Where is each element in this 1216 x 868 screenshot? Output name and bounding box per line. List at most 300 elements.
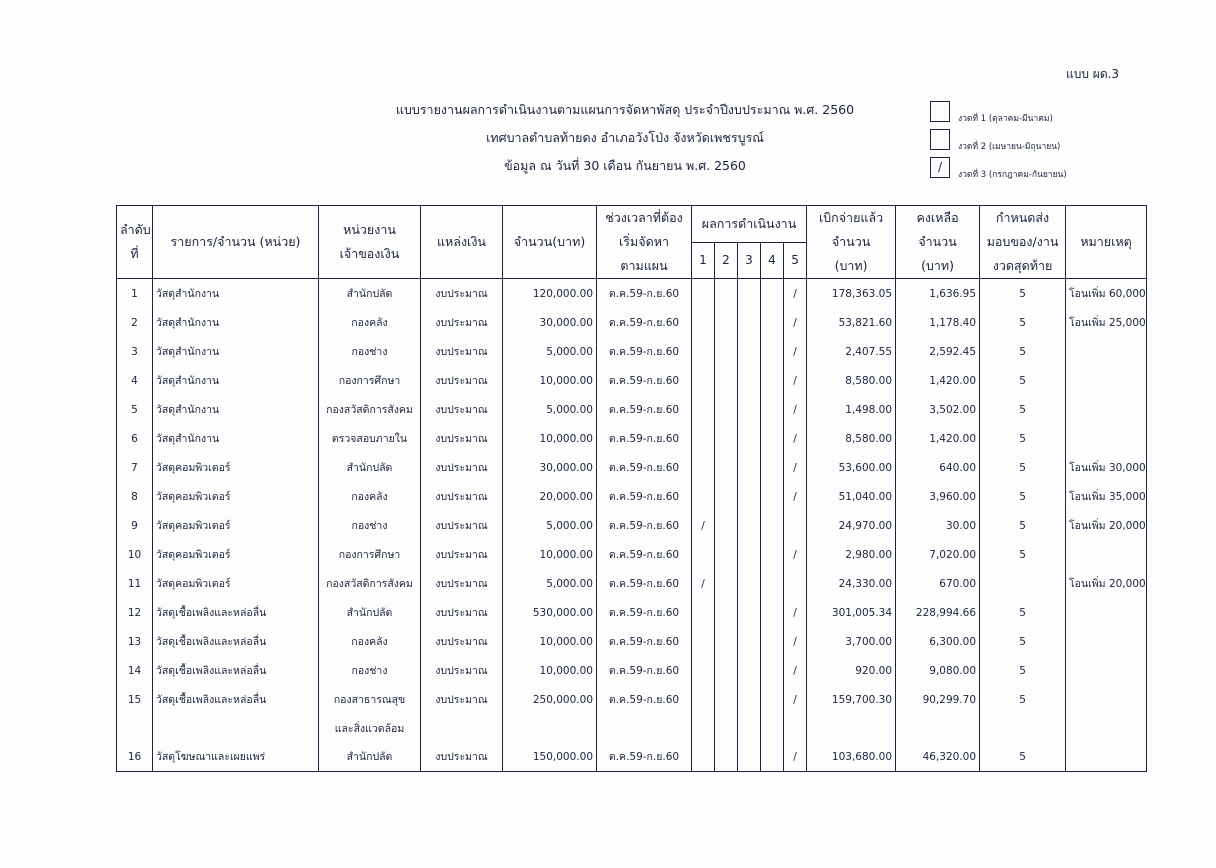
cell-source: งบประมาณ: [421, 540, 503, 569]
cell-source: งบประมาณ: [421, 569, 503, 598]
cell-deadline: 5: [980, 540, 1066, 569]
cell-balance: 46,320.00: [896, 742, 980, 772]
cell-progress-1: [692, 742, 715, 772]
cell-note: [1066, 627, 1147, 656]
cell-progress-4: [761, 569, 784, 598]
cell-progress-5: [784, 714, 807, 742]
cell-dept: กองการศึกษา: [319, 366, 421, 395]
cell-period: ต.ค.59-ก.ย.60: [597, 308, 692, 337]
cell-note: โอนเพิ่ม 20,000: [1066, 569, 1147, 598]
cell-progress-4: [761, 627, 784, 656]
cell-amount: 10,000.00: [503, 627, 597, 656]
cell-note: โอนเพิ่ม 30,000: [1066, 453, 1147, 482]
cell-source: งบประมาณ: [421, 424, 503, 453]
cell-item: วัสดุเชื้อเพลิงและหล่อลื่น: [153, 656, 319, 685]
cell-dept: สำนักปลัด: [319, 453, 421, 482]
table-row: [117, 308, 1147, 337]
procurement-table: [116, 205, 1147, 772]
cell-item: วัสดุสำนักงาน: [153, 366, 319, 395]
cell-progress-1: [692, 656, 715, 685]
cell-deadline: [980, 569, 1066, 598]
cell-note: [1066, 395, 1147, 424]
cell-progress-5: /: [784, 395, 807, 424]
cell-progress-2: [715, 395, 738, 424]
cell-dept: ตรวจสอบภายใน: [319, 424, 421, 453]
cell-progress-4: [761, 308, 784, 337]
cell-deadline: 5: [980, 598, 1066, 627]
cell-note: [1066, 656, 1147, 685]
cell-progress-5: /: [784, 424, 807, 453]
header-source: แหล่งเงิน: [421, 206, 503, 279]
cell-spent: 1,498.00: [807, 395, 896, 424]
cell-source: งบประมาณ: [421, 656, 503, 685]
cell-note: [1066, 742, 1147, 772]
table-body: [117, 279, 1147, 772]
cell-amount: 20,000.00: [503, 482, 597, 511]
cell-source: งบประมาณ: [421, 598, 503, 627]
cell-amount: 150,000.00: [503, 742, 597, 772]
cell-period: ต.ค.59-ก.ย.60: [597, 742, 692, 772]
cell-progress-2: [715, 540, 738, 569]
cell-progress-1: /: [692, 569, 715, 598]
cell-dept: กองคลัง: [319, 627, 421, 656]
cell-source: งบประมาณ: [421, 279, 503, 309]
cell-progress-5: /: [784, 337, 807, 366]
cell-no: 14: [117, 656, 153, 685]
cell-source: งบประมาณ: [421, 742, 503, 772]
header-amount: จำนวน(บาท): [503, 206, 597, 279]
cell-source: งบประมาณ: [421, 511, 503, 540]
cell-spent: 24,330.00: [807, 569, 896, 598]
cell-progress-3: [738, 656, 761, 685]
cell-item: วัสดุคอมพิวเตอร์: [153, 511, 319, 540]
report-titles: [330, 96, 920, 180]
cell-amount: 30,000.00: [503, 453, 597, 482]
cell-progress-4: [761, 453, 784, 482]
cell-balance: 3,960.00: [896, 482, 980, 511]
cell-deadline: 5: [980, 279, 1066, 309]
cell-dept: กองช่าง: [319, 337, 421, 366]
cell-dept: สำนักปลัด: [319, 742, 421, 772]
cell-progress-1: [692, 714, 715, 742]
cell-item: วัสดุเชื้อเพลิงและหล่อลื่น: [153, 627, 319, 656]
cell-dept: กองช่าง: [319, 511, 421, 540]
cell-progress-1: [692, 308, 715, 337]
cell-spent: 8,580.00: [807, 424, 896, 453]
cell-progress-2: [715, 511, 738, 540]
cell-period: ต.ค.59-ก.ย.60: [597, 511, 692, 540]
cell-balance: 1,636.95: [896, 279, 980, 309]
cell-progress-1: [692, 279, 715, 309]
cell-progress-4: [761, 482, 784, 511]
cell-progress-3: [738, 424, 761, 453]
cell-progress-2: [715, 424, 738, 453]
cell-spent: 3,700.00: [807, 627, 896, 656]
cell-progress-1: [692, 540, 715, 569]
cell-amount: 5,000.00: [503, 511, 597, 540]
cell-progress-4: [761, 685, 784, 714]
cell-item: วัสดุคอมพิวเตอร์: [153, 569, 319, 598]
cell-progress-4: [761, 714, 784, 742]
cell-item: วัสดุสำนักงาน: [153, 308, 319, 337]
cell-spent: 24,970.00: [807, 511, 896, 540]
cell-spent: 920.00: [807, 656, 896, 685]
cell-no: [117, 714, 153, 742]
cell-progress-3: [738, 627, 761, 656]
table-row: [117, 482, 1147, 511]
cell-spent: 2,980.00: [807, 540, 896, 569]
cell-deadline: 5: [980, 337, 1066, 366]
cell-spent: 51,040.00: [807, 482, 896, 511]
cell-period: [597, 714, 692, 742]
period-2-checkbox[interactable]: [930, 129, 950, 150]
cell-progress-4: [761, 598, 784, 627]
cell-progress-2: [715, 308, 738, 337]
cell-progress-5: /: [784, 308, 807, 337]
cell-progress-2: [715, 714, 738, 742]
cell-no: 13: [117, 627, 153, 656]
cell-deadline: 5: [980, 453, 1066, 482]
cell-spent: 159,700.30: [807, 685, 896, 714]
cell-progress-2: [715, 482, 738, 511]
cell-no: 10: [117, 540, 153, 569]
cell-period: ต.ค.59-ก.ย.60: [597, 540, 692, 569]
cell-progress-3: [738, 308, 761, 337]
cell-dept: กองคลัง: [319, 482, 421, 511]
cell-progress-1: [692, 482, 715, 511]
cell-no: 1: [117, 279, 153, 309]
cell-period: ต.ค.59-ก.ย.60: [597, 424, 692, 453]
cell-spent: 301,005.34: [807, 598, 896, 627]
cell-deadline: 5: [980, 742, 1066, 772]
table-row: [117, 279, 1147, 309]
cell-balance: 1,420.00: [896, 366, 980, 395]
cell-progress-5: /: [784, 598, 807, 627]
cell-progress-2: [715, 569, 738, 598]
report-org: เทศบาลตำบลท้ายดง อำเภอวังโป่ง จังหวัดเพชรบูรณ์: [486, 130, 764, 145]
cell-note: [1066, 337, 1147, 366]
cell-note: โอนเพิ่ม 35,000: [1066, 482, 1147, 511]
cell-progress-3: [738, 366, 761, 395]
table-row: [117, 453, 1147, 482]
header-dept: หน่วยงาน เจ้าของเงิน: [319, 206, 421, 279]
cell-balance: 640.00: [896, 453, 980, 482]
cell-balance: 3,502.00: [896, 395, 980, 424]
cell-progress-4: [761, 540, 784, 569]
cell-progress-5: /: [784, 482, 807, 511]
cell-note: [1066, 598, 1147, 627]
table-header: [117, 206, 1147, 279]
cell-dept: กองช่าง: [319, 656, 421, 685]
cell-dept: และสิ่งแวดล้อม: [319, 714, 421, 742]
cell-period: ต.ค.59-ก.ย.60: [597, 395, 692, 424]
cell-balance: 2,592.45: [896, 337, 980, 366]
cell-period: ต.ค.59-ก.ย.60: [597, 482, 692, 511]
cell-progress-3: [738, 482, 761, 511]
cell-progress-3: [738, 337, 761, 366]
cell-dept: กองสาธารณสุข: [319, 685, 421, 714]
cell-progress-1: [692, 598, 715, 627]
header-progress-1: 1: [692, 242, 715, 279]
cell-progress-3: [738, 685, 761, 714]
header-progress-5: 5: [784, 242, 807, 279]
cell-progress-4: [761, 366, 784, 395]
period-1-checkbox[interactable]: [930, 101, 950, 122]
cell-balance: 1,178.40: [896, 308, 980, 337]
cell-progress-5: /: [784, 685, 807, 714]
cell-period: ต.ค.59-ก.ย.60: [597, 453, 692, 482]
cell-deadline: 5: [980, 511, 1066, 540]
cell-spent: 53,600.00: [807, 453, 896, 482]
header-no: ลำดับ ที่: [117, 206, 153, 279]
cell-source: งบประมาณ: [421, 482, 503, 511]
cell-amount: 10,000.00: [503, 540, 597, 569]
cell-amount: 30,000.00: [503, 308, 597, 337]
cell-amount: [503, 714, 597, 742]
cell-progress-3: [738, 569, 761, 598]
cell-no: 11: [117, 569, 153, 598]
period-3-label: งวดที่ 3 (กรกฎาคม-กันยายน): [958, 170, 1067, 180]
cell-progress-3: [738, 511, 761, 540]
cell-spent: 53,821.60: [807, 308, 896, 337]
cell-progress-5: /: [784, 279, 807, 309]
cell-period: ต.ค.59-ก.ย.60: [597, 598, 692, 627]
cell-progress-5: /: [784, 453, 807, 482]
cell-spent: [807, 714, 896, 742]
cell-note: โอนเพิ่ม 60,000: [1066, 279, 1147, 309]
report-title: แบบรายงานผลการดำเนินงานตามแผนการจัดหาพัสดุ ประจำปีงบประมาณ พ.ศ. 2560: [395, 102, 855, 117]
cell-deadline: 5: [980, 308, 1066, 337]
cell-no: 8: [117, 482, 153, 511]
table-row: [117, 511, 1147, 540]
cell-progress-2: [715, 279, 738, 309]
cell-amount: 5,000.00: [503, 337, 597, 366]
cell-note: [1066, 424, 1147, 453]
cell-source: งบประมาณ: [421, 685, 503, 714]
cell-balance: 228,994.66: [896, 598, 980, 627]
cell-balance: 1,420.00: [896, 424, 980, 453]
cell-deadline: 5: [980, 395, 1066, 424]
cell-no: 2: [117, 308, 153, 337]
header-note: หมายเหตุ: [1066, 206, 1147, 279]
cell-spent: 2,407.55: [807, 337, 896, 366]
cell-no: 7: [117, 453, 153, 482]
cell-balance: 7,020.00: [896, 540, 980, 569]
cell-no: 4: [117, 366, 153, 395]
cell-item: วัสดุสำนักงาน: [153, 424, 319, 453]
cell-progress-2: [715, 366, 738, 395]
cell-progress-5: [784, 511, 807, 540]
cell-progress-4: [761, 656, 784, 685]
cell-balance: 90,299.70: [896, 685, 980, 714]
table-row: [117, 424, 1147, 453]
cell-period: ต.ค.59-ก.ย.60: [597, 337, 692, 366]
cell-progress-4: [761, 742, 784, 772]
cell-balance: [896, 714, 980, 742]
cell-amount: 250,000.00: [503, 685, 597, 714]
table-row: [117, 540, 1147, 569]
cell-deadline: 5: [980, 424, 1066, 453]
table-row: [117, 656, 1147, 685]
header-period: ช่วงเวลาที่ต้อง เริ่มจัดหา ตามแผน: [597, 206, 692, 279]
cell-no: 3: [117, 337, 153, 366]
cell-deadline: 5: [980, 366, 1066, 395]
cell-deadline: 5: [980, 482, 1066, 511]
cell-dept: กองสวัสดิการสังคม: [319, 395, 421, 424]
cell-no: 6: [117, 424, 153, 453]
report-date: ข้อมูล ณ วันที่ 30 เดือน กันยายน พ.ศ. 2560: [504, 158, 746, 173]
cell-spent: 178,363.05: [807, 279, 896, 309]
table-row: [117, 337, 1147, 366]
cell-progress-1: [692, 424, 715, 453]
cell-period: ต.ค.59-ก.ย.60: [597, 366, 692, 395]
header-deadline: กำหนดส่ง มอบของ/งาน งวดสุดท้าย: [980, 206, 1066, 279]
cell-note: [1066, 685, 1147, 714]
cell-progress-5: /: [784, 366, 807, 395]
cell-progress-1: [692, 627, 715, 656]
cell-note: [1066, 714, 1147, 742]
cell-progress-4: [761, 337, 784, 366]
cell-progress-5: /: [784, 627, 807, 656]
cell-item: วัสดุคอมพิวเตอร์: [153, 540, 319, 569]
cell-progress-4: [761, 424, 784, 453]
cell-source: งบประมาณ: [421, 337, 503, 366]
cell-item: วัสดุคอมพิวเตอร์: [153, 482, 319, 511]
cell-progress-1: [692, 453, 715, 482]
cell-progress-1: /: [692, 511, 715, 540]
cell-item: วัสดุโฆษณาและเผยแพร่: [153, 742, 319, 772]
cell-source: งบประมาณ: [421, 395, 503, 424]
cell-amount: 10,000.00: [503, 656, 597, 685]
cell-progress-3: [738, 453, 761, 482]
cell-progress-5: [784, 569, 807, 598]
cell-item: วัสดุคอมพิวเตอร์: [153, 453, 319, 482]
table-row: [117, 685, 1147, 714]
cell-deadline: 5: [980, 656, 1066, 685]
cell-period: ต.ค.59-ก.ย.60: [597, 685, 692, 714]
cell-item: วัสดุเชื้อเพลิงและหล่อลื่น: [153, 598, 319, 627]
header-item: รายการ/จำนวน (หน่วย): [153, 206, 319, 279]
cell-source: งบประมาณ: [421, 627, 503, 656]
cell-progress-3: [738, 714, 761, 742]
cell-progress-5: /: [784, 540, 807, 569]
cell-note: โอนเพิ่ม 20,000: [1066, 511, 1147, 540]
cell-amount: 530,000.00: [503, 598, 597, 627]
header-progress-2: 2: [715, 242, 738, 279]
cell-item: [153, 714, 319, 742]
header-progress: ผลการดำเนินงาน: [692, 206, 807, 243]
header-progress-3: 3: [738, 242, 761, 279]
cell-progress-3: [738, 540, 761, 569]
cell-period: ต.ค.59-ก.ย.60: [597, 569, 692, 598]
cell-progress-4: [761, 279, 784, 309]
cell-progress-2: [715, 627, 738, 656]
cell-dept: กองการศึกษา: [319, 540, 421, 569]
cell-dept: สำนักปลัด: [319, 598, 421, 627]
cell-progress-1: [692, 395, 715, 424]
cell-no: 5: [117, 395, 153, 424]
header-balance: คงเหลือ จำนวน (บาท): [896, 206, 980, 279]
cell-progress-3: [738, 598, 761, 627]
cell-balance: 670.00: [896, 569, 980, 598]
cell-amount: 5,000.00: [503, 395, 597, 424]
cell-amount: 120,000.00: [503, 279, 597, 309]
cell-item: วัสดุสำนักงาน: [153, 337, 319, 366]
cell-dept: กองคลัง: [319, 308, 421, 337]
cell-progress-2: [715, 656, 738, 685]
cell-progress-2: [715, 598, 738, 627]
cell-balance: 9,080.00: [896, 656, 980, 685]
cell-progress-5: /: [784, 742, 807, 772]
cell-progress-2: [715, 337, 738, 366]
cell-no: 15: [117, 685, 153, 714]
cell-source: งบประมาณ: [421, 453, 503, 482]
cell-progress-3: [738, 742, 761, 772]
cell-note: [1066, 366, 1147, 395]
table-row: [117, 627, 1147, 656]
period-1-label: งวดที่ 1 (ตุลาคม-มีนาคม): [958, 114, 1053, 124]
cell-amount: 10,000.00: [503, 424, 597, 453]
cell-source: งบประมาณ: [421, 308, 503, 337]
header-spent: เบิกจ่ายแล้ว จำนวน (บาท): [807, 206, 896, 279]
cell-progress-4: [761, 511, 784, 540]
cell-progress-2: [715, 742, 738, 772]
cell-progress-1: [692, 685, 715, 714]
cell-balance: 6,300.00: [896, 627, 980, 656]
form-code: แบบ ผด.3: [1066, 67, 1120, 81]
table-row: [117, 569, 1147, 598]
cell-no: 9: [117, 511, 153, 540]
table-row: [117, 714, 1147, 742]
cell-no: 12: [117, 598, 153, 627]
period-3-checkbox[interactable]: /: [930, 157, 950, 178]
cell-progress-2: [715, 453, 738, 482]
table-row: [117, 366, 1147, 395]
cell-progress-1: [692, 337, 715, 366]
cell-progress-2: [715, 685, 738, 714]
cell-item: วัสดุสำนักงาน: [153, 279, 319, 309]
cell-progress-3: [738, 279, 761, 309]
cell-progress-4: [761, 395, 784, 424]
cell-deadline: [980, 714, 1066, 742]
cell-dept: สำนักปลัด: [319, 279, 421, 309]
period-2-label: งวดที่ 2 (เมษายน-มิถุนายน): [958, 142, 1061, 152]
cell-no: 16: [117, 742, 153, 772]
table-row: [117, 395, 1147, 424]
cell-deadline: 5: [980, 685, 1066, 714]
cell-progress-3: [738, 395, 761, 424]
cell-spent: 8,580.00: [807, 366, 896, 395]
cell-item: วัสดุสำนักงาน: [153, 395, 319, 424]
header-progress-4: 4: [761, 242, 784, 279]
cell-dept: กองสวัสดิการสังคม: [319, 569, 421, 598]
cell-note: โอนเพิ่ม 25,000: [1066, 308, 1147, 337]
cell-note: [1066, 540, 1147, 569]
cell-amount: 10,000.00: [503, 366, 597, 395]
cell-item: วัสดุเชื้อเพลิงและหล่อลื่น: [153, 685, 319, 714]
cell-period: ต.ค.59-ก.ย.60: [597, 279, 692, 309]
cell-amount: 5,000.00: [503, 569, 597, 598]
cell-progress-5: /: [784, 656, 807, 685]
table-row: [117, 598, 1147, 627]
cell-spent: 103,680.00: [807, 742, 896, 772]
cell-period: ต.ค.59-ก.ย.60: [597, 656, 692, 685]
cell-source: งบประมาณ: [421, 366, 503, 395]
table-row: [117, 742, 1147, 772]
cell-balance: 30.00: [896, 511, 980, 540]
cell-source: [421, 714, 503, 742]
cell-period: ต.ค.59-ก.ย.60: [597, 627, 692, 656]
